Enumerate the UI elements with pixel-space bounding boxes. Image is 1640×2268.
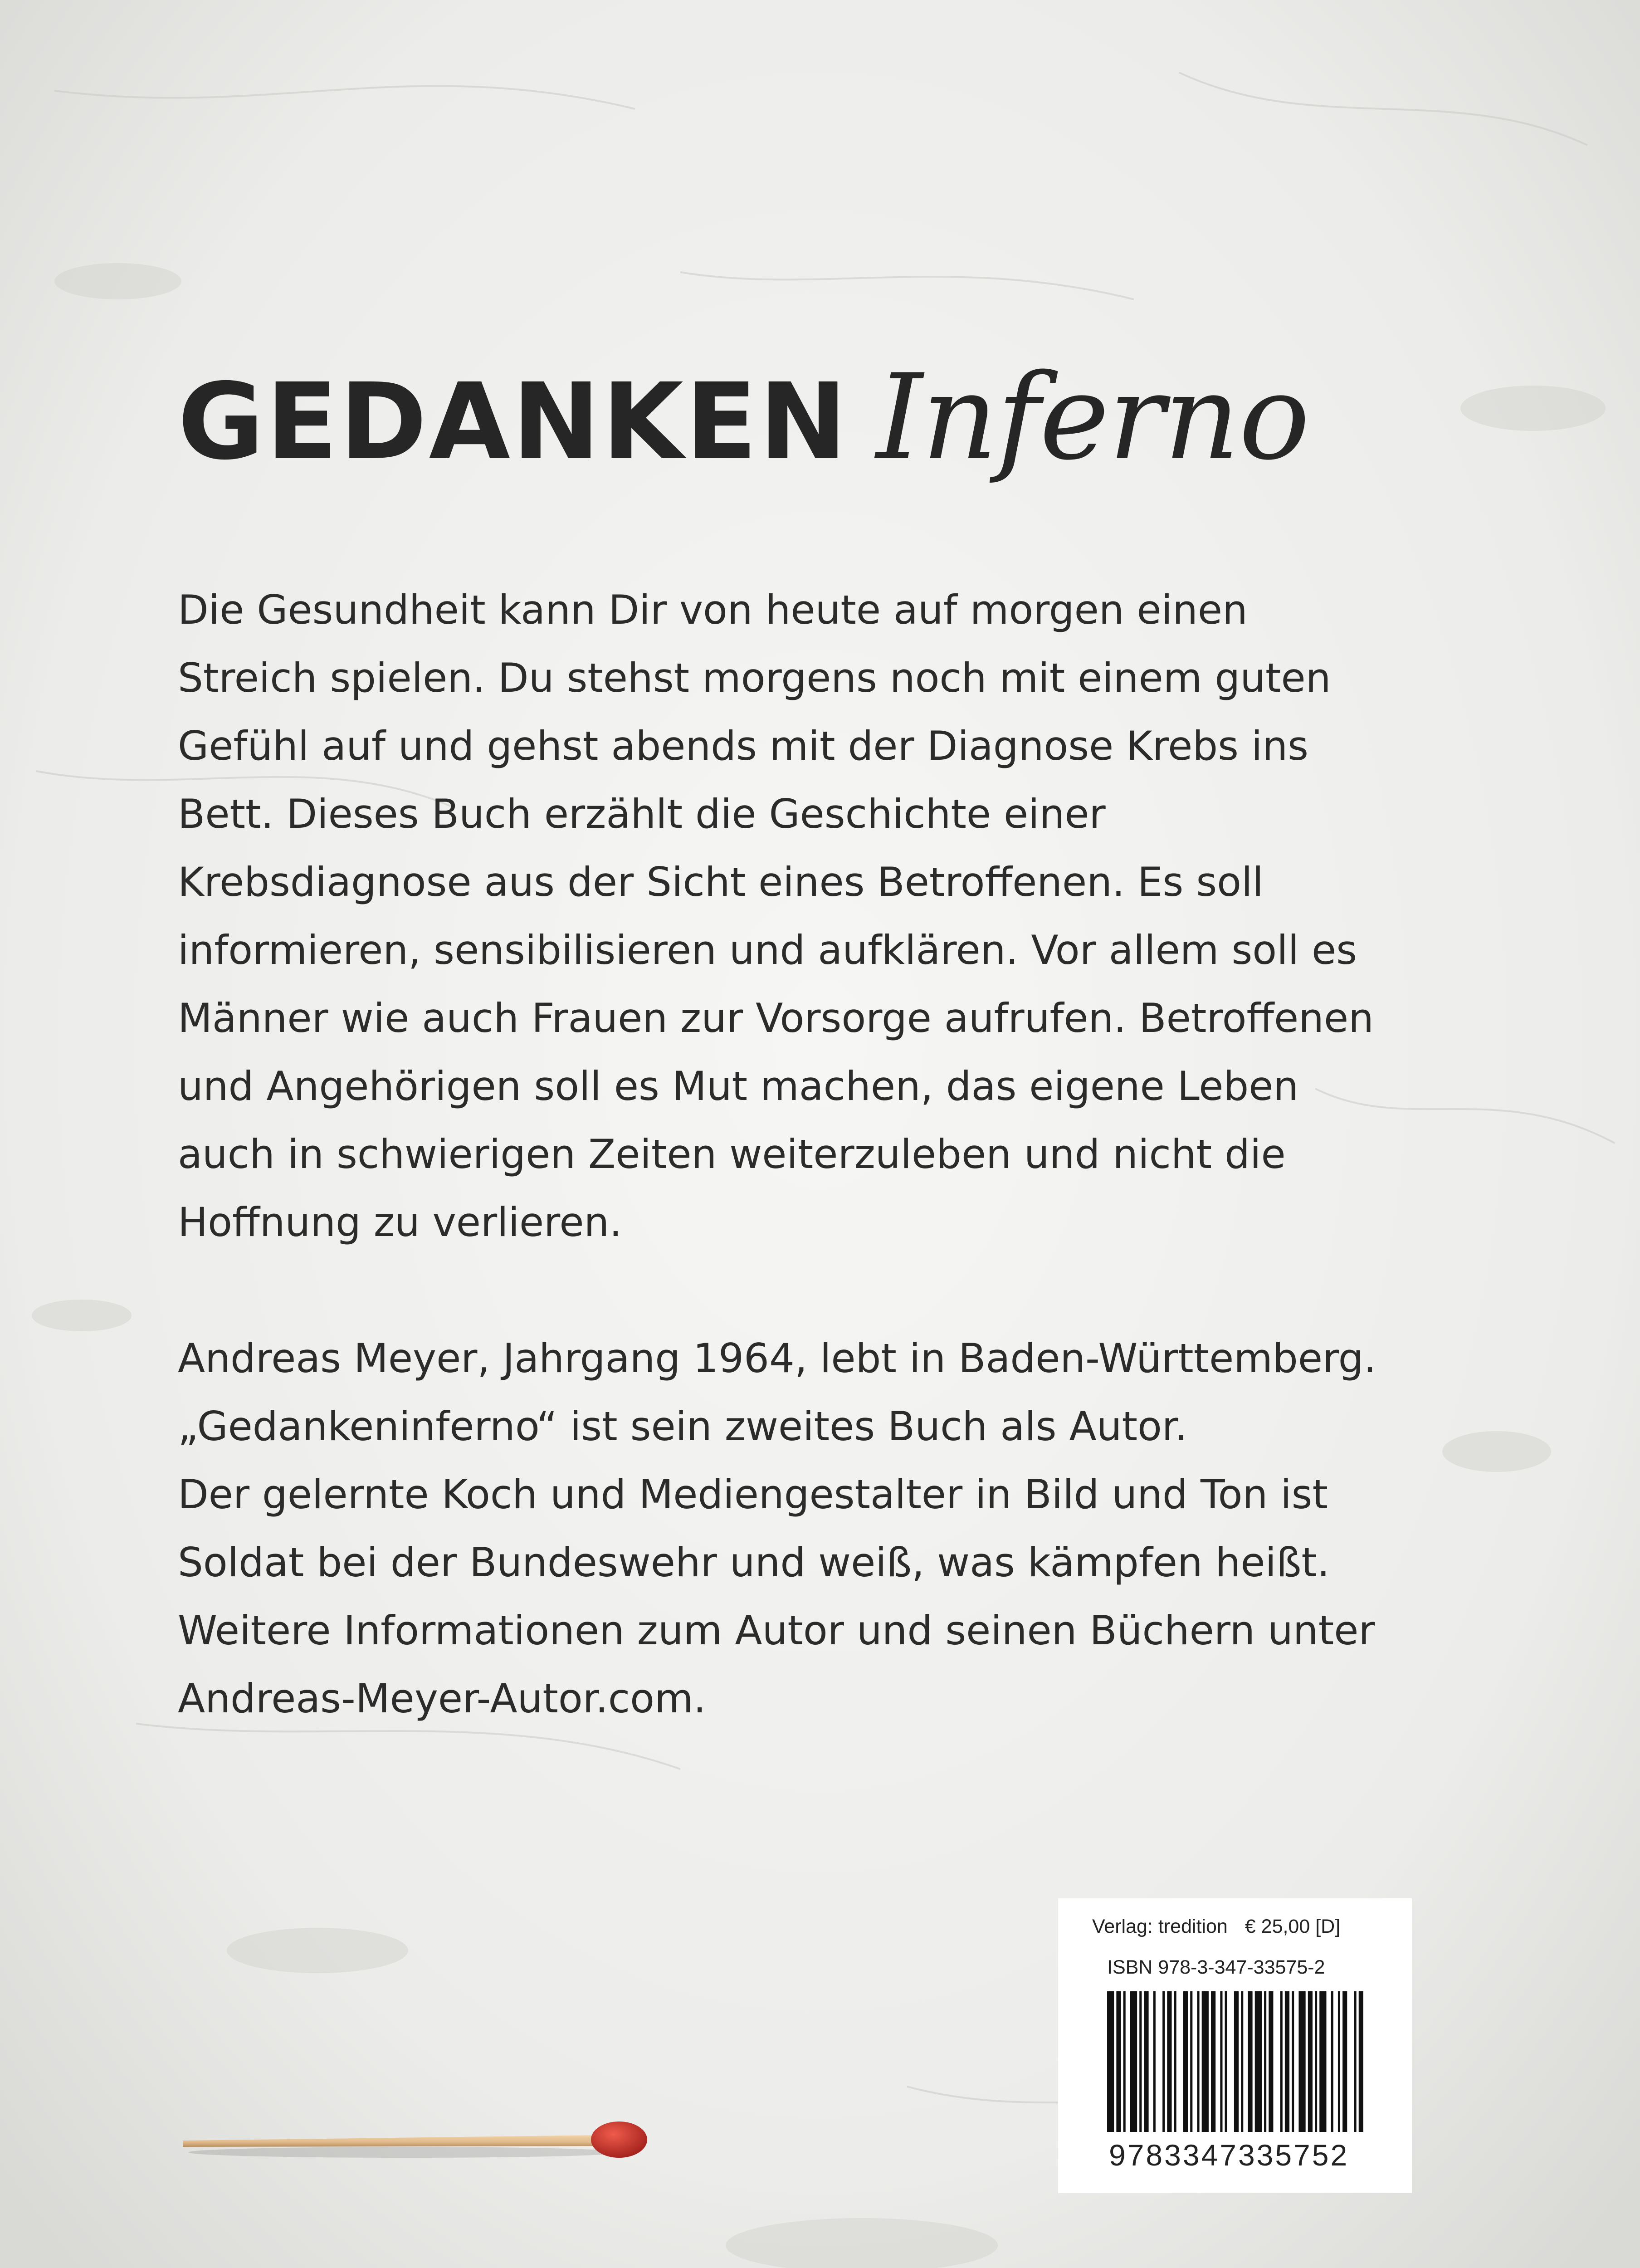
barcode-bar: [1280, 1991, 1283, 2132]
barcode-bar: [1354, 1991, 1357, 2132]
barcode-bar: [1225, 1991, 1227, 2132]
barcode-bar: [1220, 1991, 1222, 2132]
barcode-bar: [1338, 1991, 1340, 2132]
barcode-bar: [1174, 1991, 1176, 2132]
barcode-digits: 9783347335752: [1109, 2138, 1349, 2172]
book-blurb: Die Gesundheit kann Dir von heute auf morgen einen Streich spielen. Du stehst morgens noch mit einem guten Gefühl auf und gehst abends mit der Diagnose Krebs ins Bett. Dieses Buch erzählt die Geschichte einer Krebsdiagnose aus der Sicht eines Betroffenen. Es soll informieren, sensibilisieren und aufklären. Vor allem soll es Männer wie auch Frauen zur Vorsorge aufrufen. Betroffenen und Angehörigen soll es Mut machen, das eigene Leben auch in schwierigen Zeiten weiterzuleben und nicht die Hoffnung zu verlieren.: [178, 587, 1374, 1246]
barcode-bar: [1211, 1991, 1215, 2132]
barcode-bar: [1234, 1991, 1239, 2132]
barcode-bar: [1331, 1991, 1333, 2132]
barcode-bar: [1248, 1991, 1252, 2132]
barcode-bar: [1107, 1991, 1114, 2132]
barcode-bar: [1264, 1991, 1266, 2132]
barcode-bar: [1269, 1991, 1273, 2132]
barcode-bar: [1139, 1991, 1142, 2132]
price-text: € 25,00 [D]: [1245, 1916, 1341, 1937]
title-main-word: GEDANKEN: [178, 361, 849, 483]
barcode-bar: [1315, 1991, 1317, 2132]
barcode-bar: [1167, 1991, 1171, 2132]
title-script-word: Inferno: [876, 349, 1309, 486]
publisher-price-line: [1092, 1916, 1340, 1938]
barcode-bar: [1359, 1991, 1363, 2132]
publisher-text: Verlag: tredition: [1092, 1916, 1228, 1937]
barcode-bar: [1342, 1991, 1347, 2132]
book-title: [178, 349, 1309, 503]
barcode-bar: [1116, 1991, 1121, 2132]
barcode-bar: [1130, 1991, 1137, 2132]
author-bio: Andreas Meyer, Jahrgang 1964, lebt in Baden-Württemberg. „Gedankeninferno“ ist sein zweites Buch als Autor. Der gelernte Koch und Mediengestalter in Bild und Ton ist Soldat bei der Bundeswehr und weiß, was kämpfen heißt. Weitere Informationen zum Autor und seinen Büchern unter Andreas-Meyer-Autor.com.: [178, 1335, 1376, 1722]
barcode-bar: [1292, 1991, 1294, 2132]
matchstick-image: [179, 2121, 651, 2166]
barcode-label: [1058, 1898, 1412, 2193]
barcode-bar: [1190, 1991, 1192, 2132]
barcode-bar: [1241, 1991, 1243, 2132]
barcode-bar: [1298, 1991, 1305, 2132]
barcode-bar: [1285, 1991, 1289, 2132]
barcode-bar: [1162, 1991, 1165, 2132]
barcode-bar: [1255, 1991, 1262, 2132]
barcode-bar: [1183, 1991, 1188, 2132]
barcode-bar: [1308, 1991, 1313, 2132]
isbn-text: ISBN 978-3-347-33575-2: [1107, 1956, 1325, 1978]
barcode-bar: [1319, 1991, 1326, 2132]
barcode-bar: [1123, 1991, 1126, 2132]
barcode-image: [1107, 1991, 1366, 2132]
barcode-bar: [1153, 1991, 1156, 2132]
barcode-bar: [1144, 1991, 1148, 2132]
barcode-bar: [1202, 1991, 1209, 2132]
barcode-bar: [1197, 1991, 1199, 2132]
